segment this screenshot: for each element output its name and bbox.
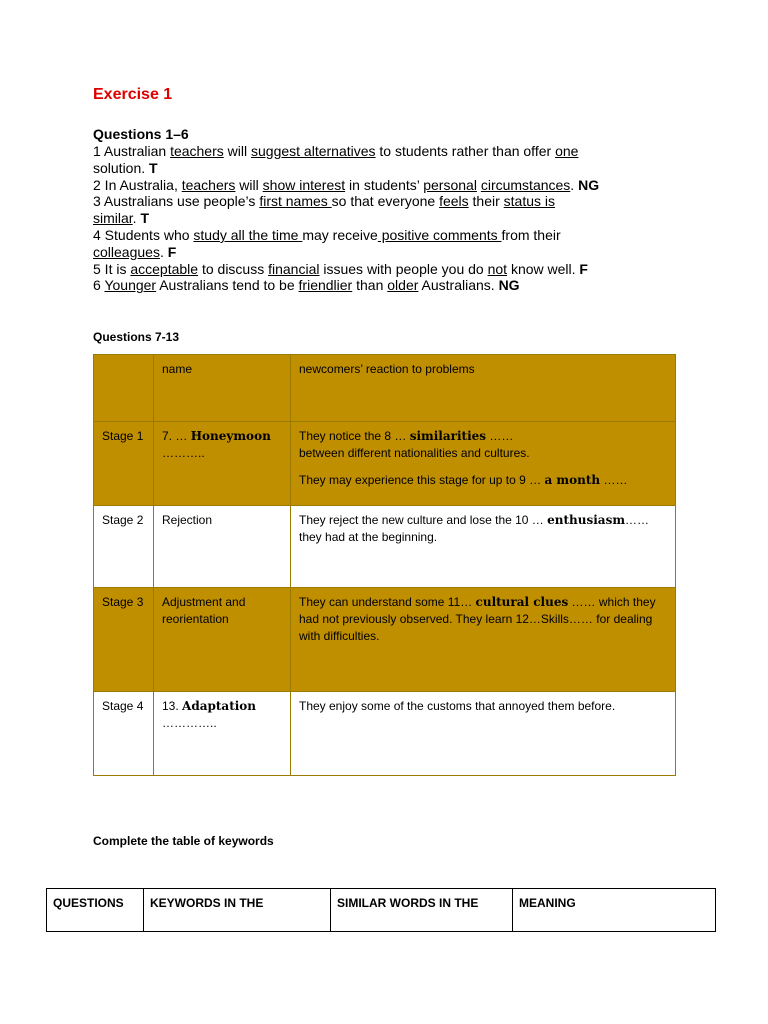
- answer-mark: NG: [498, 277, 520, 294]
- stage-cell: Stage 3: [94, 588, 154, 692]
- stage-name-prefix: Rejection: [162, 513, 213, 527]
- reaction-text: They notice the 8 …: [299, 429, 410, 443]
- underlined-keyword: circumstances: [480, 176, 571, 193]
- underlined-keyword: positive comments: [377, 227, 502, 243]
- keywords-header-keywords: KEYWORDS IN THE: [144, 889, 331, 932]
- reaction-paragraph: [299, 594, 667, 645]
- underlined-keyword: similar: [93, 210, 133, 227]
- underlined-keyword: teachers: [170, 143, 224, 159]
- reaction-answer: a month: [544, 473, 601, 487]
- question-text: to students rather than offer: [375, 143, 556, 159]
- stage-name-cell: [154, 588, 291, 692]
- reaction-paragraph: [299, 428, 667, 462]
- underlined-keyword: status is: [503, 193, 556, 210]
- stage-row: [94, 422, 676, 506]
- question-text: in students’: [345, 176, 424, 193]
- question-text: issues with people you do: [319, 260, 488, 277]
- question-text: 6: [93, 277, 105, 294]
- stage-name-cell: [154, 422, 291, 506]
- question-text: 2 In Australia,: [93, 176, 182, 193]
- question-text: so that everyone: [331, 193, 440, 210]
- underlined-keyword: acceptable: [130, 260, 199, 277]
- question-text: from their: [501, 227, 561, 243]
- question-text: Australians tend to be: [156, 277, 299, 294]
- underlined-keyword: friendlier: [298, 277, 353, 294]
- reaction-text: They can understand some 11…: [299, 595, 476, 609]
- question-line: [93, 210, 149, 227]
- question-line: [93, 227, 561, 244]
- answer-mark: T: [149, 159, 158, 176]
- stage-name-answer: Adaptation: [182, 699, 257, 713]
- reaction-answer: similarities: [409, 429, 487, 443]
- stage-row: [94, 692, 676, 776]
- question-text: .: [570, 176, 579, 193]
- keywords-heading: Complete the table of keywords: [93, 834, 274, 848]
- reaction-text: They may experience this stage for up to 9 …: [299, 473, 545, 487]
- reaction-paragraph: [299, 698, 667, 715]
- question-text: 5 It is: [93, 260, 131, 277]
- stage-name-prefix: Adjustment and reorientation: [162, 595, 246, 626]
- stage-name-prefix: 13.: [162, 699, 183, 713]
- underlined-keyword: first names: [259, 193, 332, 210]
- reaction-answer: cultural clues: [475, 595, 569, 609]
- question-text: 4 Students who: [93, 227, 194, 243]
- reaction-text: They enjoy some of the customs that annoyed them before.: [299, 699, 616, 713]
- underlined-keyword: older: [387, 277, 419, 294]
- stages-table: [93, 354, 676, 776]
- question-text: solution.: [93, 159, 150, 176]
- stage-name-cell: [154, 506, 291, 588]
- stage-reaction-cell: [291, 588, 676, 692]
- stage-cell: Stage 4: [94, 692, 154, 776]
- question-text: their: [468, 193, 504, 210]
- keywords-header-meaning: MEANING: [513, 889, 716, 932]
- reaction-text: ……: [486, 429, 514, 443]
- question-line: [93, 277, 520, 294]
- reaction-paragraph: [299, 512, 667, 546]
- underlined-keyword: suggest alternatives: [251, 143, 376, 159]
- header-cell-reaction: newcomers’ reaction to problems: [291, 355, 676, 422]
- header-cell-stage: [94, 355, 154, 422]
- reaction-answer: enthusiasm: [547, 513, 626, 527]
- underlined-keyword: personal: [423, 176, 477, 193]
- question-text: will: [235, 176, 263, 193]
- header-cell-name: name: [154, 355, 291, 422]
- stage-name-suffix: …………..: [162, 716, 217, 730]
- question-text: than: [352, 277, 388, 294]
- reaction-text: They reject the new culture and lose the 10 …: [299, 513, 548, 527]
- question-line: [93, 244, 176, 261]
- reaction-text: they had at the beginning.: [299, 530, 438, 544]
- answer-mark: T: [140, 210, 150, 227]
- question-line: [93, 143, 578, 160]
- keywords-header-similar-words: SIMILAR WORDS IN THE: [331, 889, 513, 932]
- underlined-keyword: Younger: [104, 277, 157, 294]
- stage-row: [94, 588, 676, 692]
- underlined-keyword: feels: [439, 193, 469, 210]
- question-text: Australians.: [418, 277, 499, 294]
- stage-reaction-cell: [291, 692, 676, 776]
- answer-mark: F: [579, 260, 588, 277]
- questions-7-13-heading: Questions 7-13: [93, 330, 180, 344]
- keywords-table-header-row: [47, 889, 716, 932]
- underlined-keyword: teachers: [181, 176, 236, 193]
- underlined-keyword: not: [487, 260, 508, 277]
- underlined-keyword: colleagues: [93, 243, 160, 260]
- stage-name-answer: Honeymoon: [190, 429, 271, 443]
- stage-name-prefix: 7. …: [162, 429, 191, 443]
- question-text: will: [223, 143, 251, 159]
- stage-reaction-cell: [291, 422, 676, 506]
- underlined-keyword: study all the time: [193, 227, 303, 243]
- reaction-text: between different nationalities and cultures.: [299, 446, 530, 460]
- question-line: [93, 193, 555, 210]
- question-text: .: [159, 243, 168, 260]
- reaction-text: ……: [600, 473, 628, 487]
- stage-name-suffix: ………..: [162, 446, 205, 460]
- reaction-text: …… which they had not previously observed. They learn 12…Skills…… for dealing with difficulties.: [299, 595, 656, 643]
- exercise-title: Exercise 1: [93, 86, 173, 103]
- answer-mark: F: [167, 243, 177, 260]
- underlined-keyword: financial: [268, 260, 320, 277]
- stage-cell: Stage 2: [94, 506, 154, 588]
- underlined-keyword: one: [555, 143, 579, 159]
- reaction-text: ……: [625, 513, 650, 527]
- question-text: to discuss: [198, 260, 269, 277]
- keywords-header-questions: QUESTIONS: [47, 889, 144, 932]
- question-text: know well.: [507, 260, 580, 277]
- question-text: may receive: [302, 227, 378, 243]
- question-line: [93, 177, 599, 194]
- keywords-table: [46, 888, 716, 932]
- question-text: .: [132, 210, 141, 227]
- question-line: [93, 261, 588, 278]
- stages-table-header-row: [94, 355, 676, 422]
- stage-row: [94, 506, 676, 588]
- answer-mark: NG: [578, 176, 600, 193]
- questions-1-6-heading: Questions 1–6: [93, 126, 189, 142]
- question-text: 1 Australian: [93, 143, 171, 159]
- reaction-paragraph: [299, 472, 667, 489]
- question-line: [93, 160, 158, 177]
- question-text: 3 Australians use people’s: [93, 193, 260, 210]
- stage-name-cell: [154, 692, 291, 776]
- stage-reaction-cell: [291, 506, 676, 588]
- underlined-keyword: show interest: [262, 176, 346, 193]
- stage-cell: Stage 1: [94, 422, 154, 506]
